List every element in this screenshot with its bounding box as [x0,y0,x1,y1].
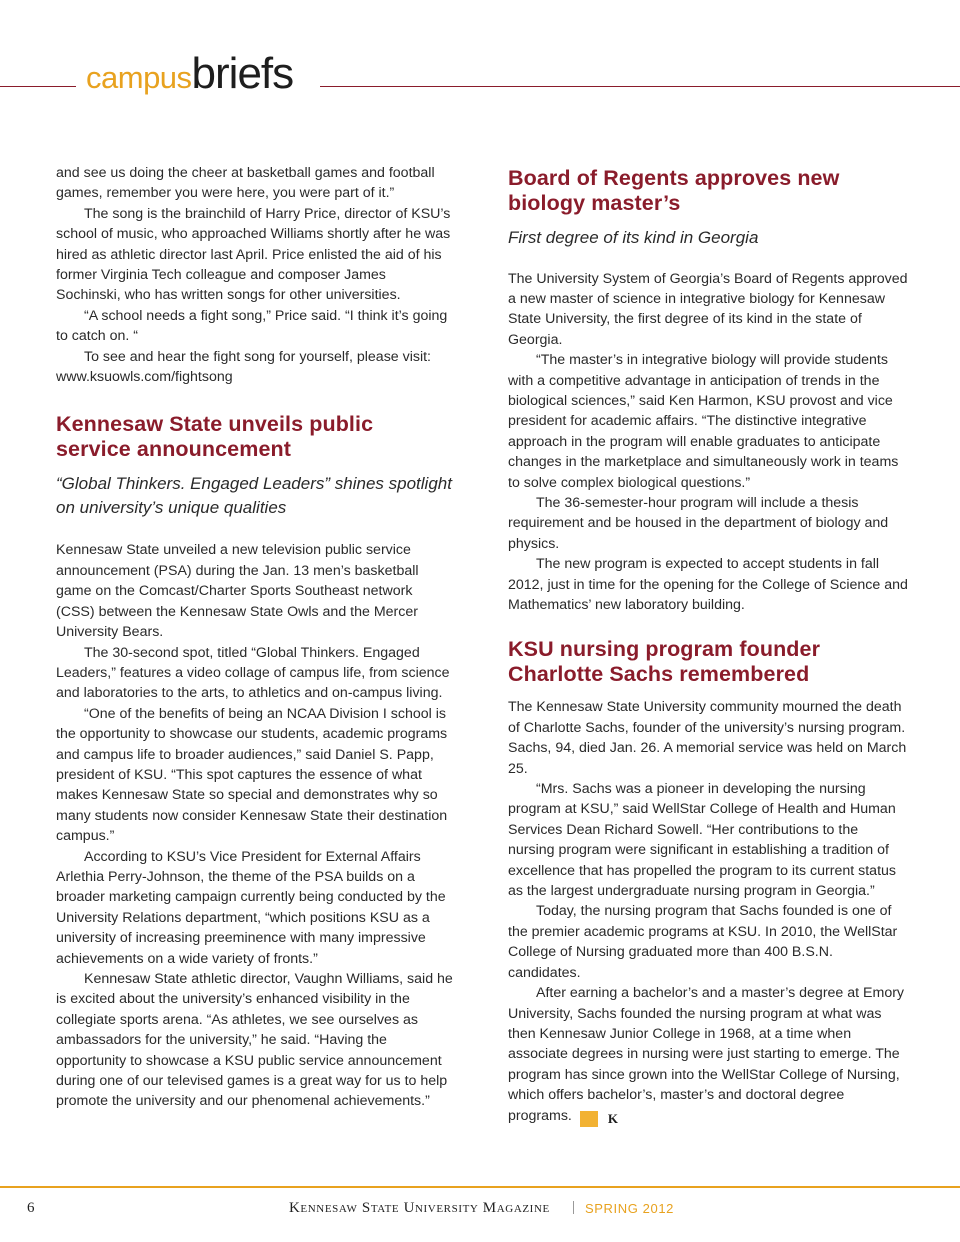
paragraph: “The master’s in integrative biology will provide students with a competitive advantage in anticipation of trends in the biological sciences,” said Ken Harmon, KSU provost and vice president for academic affairs. “The distinctive integrative approach in the program will enable graduates to anticipate changes in the marketplace and simultaneously work in teams to solve complex biological questions.” [508,352,899,491]
ksu-end-mark-icon: K [580,1111,598,1127]
paragraph: According to KSU’s Vice President for External Affairs Arlethia Perry-Johnson, the theme of the PSA builds on a broader marketing campaign currently being conducted by the University Relations department, “which positions KSU as a university of increasing preeminence with many impressive achievements on a wide variety of fronts.” [56,848,446,967]
paragraph: “One of the benefits of being an NCAA Division I school is the opportunity to showcase our students, academic programs and campus life to broader audiences,” said Daniel S. Papp, president of KSU. “This spot captures the essence of what makes Kennesaw State so special and demonstrates why so many students now consider Kennesaw State their destination campus.” [56,705,448,845]
paragraph: The 36-semester-hour program will include a thesis requirement and be housed in the department of biology and physics. [508,494,889,552]
paragraph: To see and hear the fight song for yourself, please visit: www.ksuowls.com/fightsong [56,348,432,386]
paragraph: and see us doing the cheer at basketball games and football games, remember you were here, you were part of it.” [56,165,435,202]
right-column [508,163,908,1127]
paragraph: Kennesaw State unveiled a new television public service announcement (PSA) during the Jan. 13 men’s basketball game on the Comcast/Charter Sports Southeast network (CSS) between the Kennesaw State Owls and the Mercer University Bears. [56,542,419,641]
paragraph: Kennesaw State athletic director, Vaughn Williams, said he is excited about the university’s enhanced visibility in the collegiate sports arena. “As athletes, we see ourselves as ambassadors for the university,” he said. “Having the opportunity to showcase a KSU public service announcement during one of our televised games is a great way for us to help promote the university and our phenomenal achievements.” [56,971,453,1110]
paragraph: “Mrs. Sachs was a pioneer in developing the nursing program at KSU,” said WellStar College of Health and Human Services Dean Richard Sowell. “Her contributions to the nursing program were significant in establishing a tradition of excellence that has propelled the program to its current status as the largest undergraduate nursing program in Georgia.” [508,781,897,900]
article-headline: KSU nursing program founder Charlotte Sachs remembered [508,637,821,687]
page-footer [0,1186,960,1242]
paragraph: The Kennesaw State University community mourned the death of Charlotte Sachs, founder of the university’s nursing program. Sachs, 94, died Jan. 26. A memorial service was held on March 25. [508,699,907,777]
magazine-name: Kennesaw State University Magazine [289,1200,550,1216]
article-subhead: First degree of its kind in Georgia [508,228,759,247]
paragraph-text: After earning a bachelor’s and a master’s degree at Emory University, Sachs founded the nursing program at what was then Kennesaw Junior College in 1968, at a time when associate degrees in nursing were just starting to emerge. The program has since grown into the WellStar College of Nursing, which offers bachelor’s, master’s and doctoral degree programs. [508,985,905,1124]
footer-rule [0,1186,960,1188]
paragraph: The University System of Georgia’s Board of Regents approved a new master of science in integrative biology for Kennesaw State University, the first degree of its kind in the state of Georgia. [508,270,908,348]
paragraph: The 30-second spot, titled “Global Thinkers. Engaged Leaders,” features a video collage of campus life, from science and laboratories to the arts, to athletics and on-campus living. [56,644,450,702]
masthead-rule-left [0,86,76,87]
regents-article [508,166,908,615]
section-title [86,49,294,98]
page-number: 6 [27,1200,35,1216]
masthead [0,50,960,110]
nursing-article [508,637,908,1126]
article-headline: Board of Regents approves new biology master’s [508,166,840,215]
paragraph: The new program is expected to accept students in fall 2012, just in time for the opening for the College of Science and Mathematics’ new laboratory building. [508,556,908,613]
paragraph [508,983,908,1126]
paragraph: Today, the nursing program that Sachs founded is one of the premier academic programs at KSU. In 2010, the WellStar College of Nursing graduated more than 400 B.S.N. candidates. [508,903,898,981]
article-headline: Kennesaw State unveils public service announcement [56,412,374,462]
fight-song-continuation [56,163,454,387]
footer-separator [573,1201,574,1214]
masthead-rule-right [320,86,960,87]
section-title-campus: campus [86,60,192,95]
psa-article [56,412,454,1111]
paragraph: The song is the brainchild of Harry Price, director of KSU’s school of music, who approached Williams shortly after he was hired as athletic director last April. Price enlisted the aid of his former Virginia Tech colleague and composer James Sochinski, who has written songs for other universities. [56,205,451,304]
left-column [56,163,454,1112]
article-subhead: “Global Thinkers. Engaged Leaders” shines spotlight on university’s unique qualities [56,474,452,517]
section-title-briefs: briefs [191,49,294,98]
paragraph: “A school needs a fight song,” Price said. “I think it’s going to catch on. “ [56,307,448,345]
issue-date: SPRING 2012 [585,1201,674,1216]
